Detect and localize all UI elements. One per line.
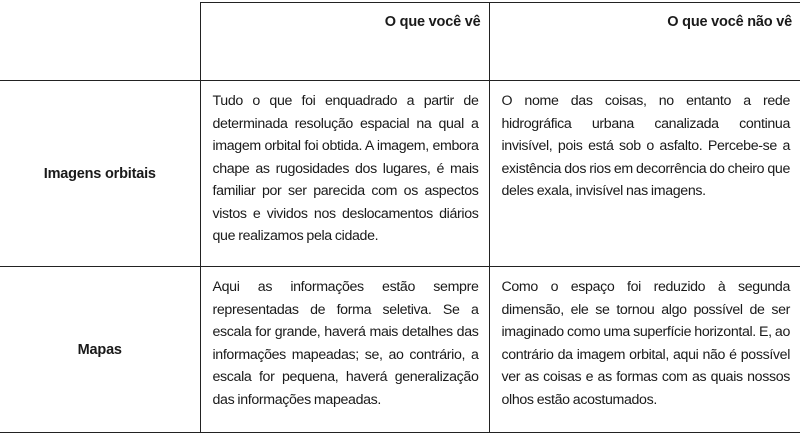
row-label-orbital-images: Imagens orbitais <box>0 81 200 267</box>
orbital-images-not-see-cell: O nome das coisas, no entanto a rede hidrográfica urbana canalizada continua invisível, pois está sob o asfalto. Percebe-se a existência dos rios em decorrência do cheiro que deles exala, invisível nas imagens. <box>489 81 800 267</box>
table-header-row <box>0 3 800 81</box>
table-row-orbital-images <box>0 81 800 267</box>
row-label-maps: Mapas <box>0 267 200 433</box>
empty-corner-cell <box>0 3 200 81</box>
maps-see-cell: Aqui as informações estão sempre representadas de forma seletiva. Se a escala for grande, haverá mais detalhes das informações mapeadas; se, ao contrário, a escala for pequena, haverá generalização das informações mapeadas. <box>200 267 489 433</box>
maps-not-see-cell: Como o espaço foi reduzido à segunda dimensão, ele se tornou algo possível de ser imaginado como uma superfície horizontal. E, ao contrário da imagem orbital, aqui não é possível ver as coisas e as formas com as quais nossos olhos estão acostumados. <box>489 267 800 433</box>
table-row-maps <box>0 267 800 433</box>
comparison-table <box>0 2 800 433</box>
orbital-images-see-cell: Tudo o que foi enquadrado a partir de determinada resolução espacial na qual a imagem orbital foi obtida. A imagem, embora chape as rugosidades dos lugares, é mais familiar por ser parecida com os aspectos vistos e vividos nos deslocamentos diários que realizamos pela cidade. <box>200 81 489 267</box>
header-what-you-see: O que você vê <box>200 3 489 81</box>
header-what-you-dont-see: O que você não vê <box>489 3 800 81</box>
